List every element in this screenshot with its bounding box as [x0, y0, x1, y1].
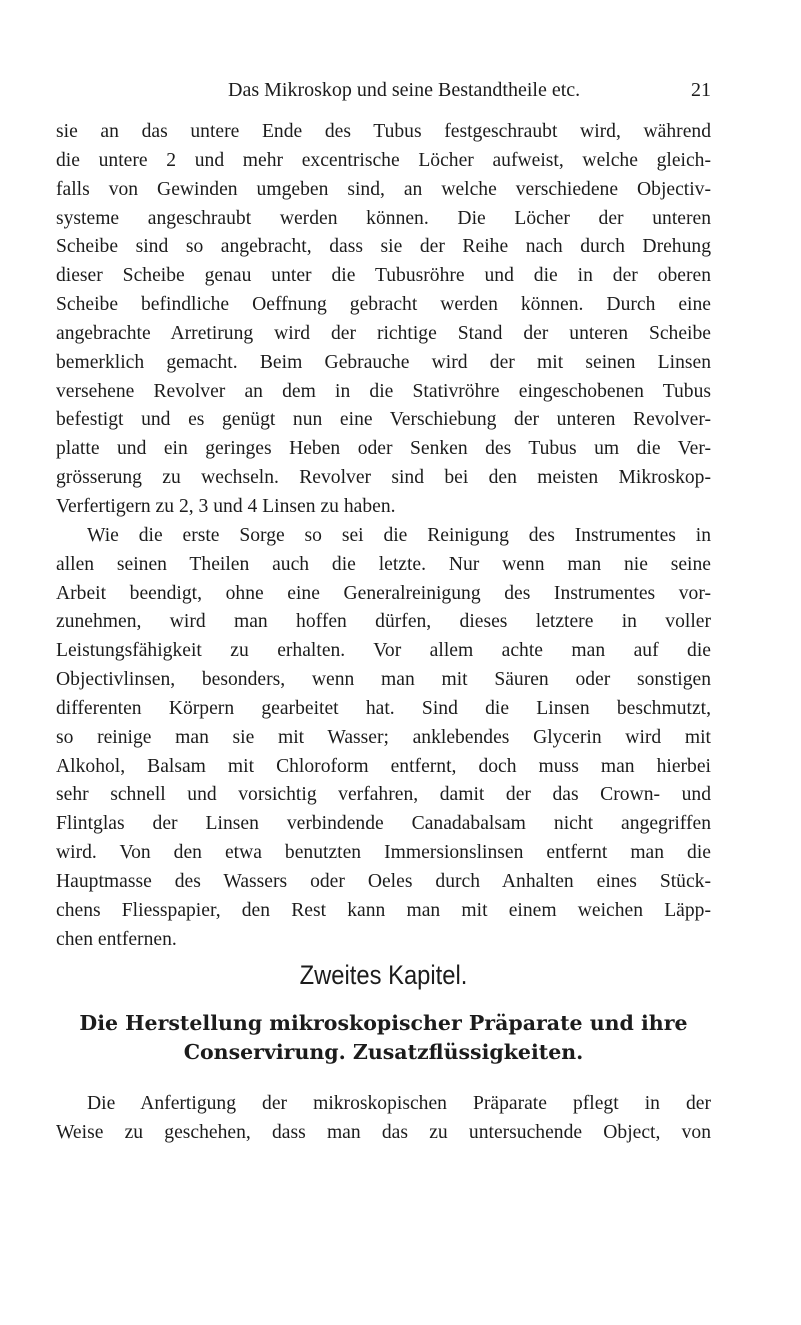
text-line: Weise zu geschehen, dass man das zu untersuchende Object, von [56, 1121, 711, 1143]
chapter-heading [56, 1009, 711, 1067]
text-line: die untere 2 und mehr excentrische Löcher aufweist, welche gleich- [56, 149, 711, 171]
text-line: sie an das untere Ende des Tubus festgeschraubt wird, während [56, 121, 711, 142]
text-line: Objectivlinsen, besonders, wenn man mit Säuren oder sonstigen [56, 669, 711, 691]
chapter-label: Zweites Kapitel. [299, 960, 468, 990]
page-number: 21 [691, 79, 711, 101]
body-text [56, 118, 711, 954]
text-line: wird. Von den etwa benutzten Immersionslinsen entfernt man die [56, 842, 711, 864]
text-line: Alkohol, Balsam mit Chloroform entfernt, doch muss man hierbei [56, 755, 711, 777]
running-title: Das Mikroskop und seine Bestandtheile etc. [228, 79, 581, 101]
text-line: bemerklich gemacht. Beim Gebrauche wird der mit seinen Linsen [56, 351, 711, 373]
text-line: chen entfernen. [56, 928, 177, 950]
text-line: befestigt und es genügt nun eine Verschiebung der unteren Revolver- [56, 409, 711, 431]
text-line: chens Fliesspapier, den Rest kann man mit einem weichen Läpp- [56, 899, 711, 921]
text-line: allen seinen Theilen auch die letzte. Nur wenn man nie seine [56, 553, 711, 575]
text-line: so reinige man sie mit Wasser; anklebendes Glycerin wird mit [56, 726, 711, 748]
text-line: sehr schnell und vorsichtig verfahren, damit der das Crown- und [56, 784, 711, 806]
closing-text [56, 1090, 711, 1148]
text-line: Arbeit beendigt, ohne eine Generalreinigung des Instrumentes vor- [56, 582, 711, 604]
running-head [56, 76, 711, 106]
text-line: falls von Gewinden umgeben sind, an welche verschiedene Objectiv- [56, 178, 711, 200]
text-line: systeme angeschraubt werden können. Die Löcher der unteren [56, 207, 711, 229]
text-line: platte und ein geringes Heben oder Senken des Tubus um die Ver- [56, 438, 711, 460]
text-line: Verfertigern zu 2, 3 und 4 Linsen zu haben. [56, 495, 396, 517]
text-line: Scheibe sind so angebracht, dass sie der Reihe nach durch Drehung [56, 236, 711, 258]
chapter-heading-line: Conservirung. Zusatzflüssigkeiten. [183, 1040, 584, 1064]
text-line: Flintglas der Linsen verbindende Canadabalsam nicht angegriffen [56, 813, 711, 835]
text-line: Hauptmasse des Wassers oder Oeles durch Anhalten eines Stück- [56, 870, 711, 892]
text-line: versehene Revolver an dem in die Stativröhre eingeschobenen Tubus [56, 380, 711, 402]
text-line: zunehmen, wird man hoffen dürfen, dieses letztere in voller [56, 611, 711, 633]
text-line: differenten Körpern gearbeitet hat. Sind die Linsen beschmutzt, [56, 697, 711, 719]
text-line: Scheibe befindliche Oeffnung gebracht werden können. Durch eine [56, 294, 711, 316]
chapter-heading-line: Die Herstellung mikroskopischer Präparate und ihre [79, 1011, 688, 1035]
text-line: Leistungsfähigkeit zu erhalten. Vor allem achte man auf die [56, 640, 711, 662]
text-line: Die Anfertigung der mikroskopischen Präparate pflegt in der [87, 1093, 711, 1114]
text-line: angebrachte Arretirung wird der richtige Stand der unteren Scheibe [56, 322, 711, 344]
text-line: dieser Scheibe genau unter die Tubusröhre und die in der oberen [56, 265, 711, 287]
text-line: grösserung zu wechseln. Revolver sind bei den meisten Mikroskop- [56, 467, 711, 489]
text-line: Wie die erste Sorge so sei die Reinigung des Instrumentes in [87, 524, 711, 546]
